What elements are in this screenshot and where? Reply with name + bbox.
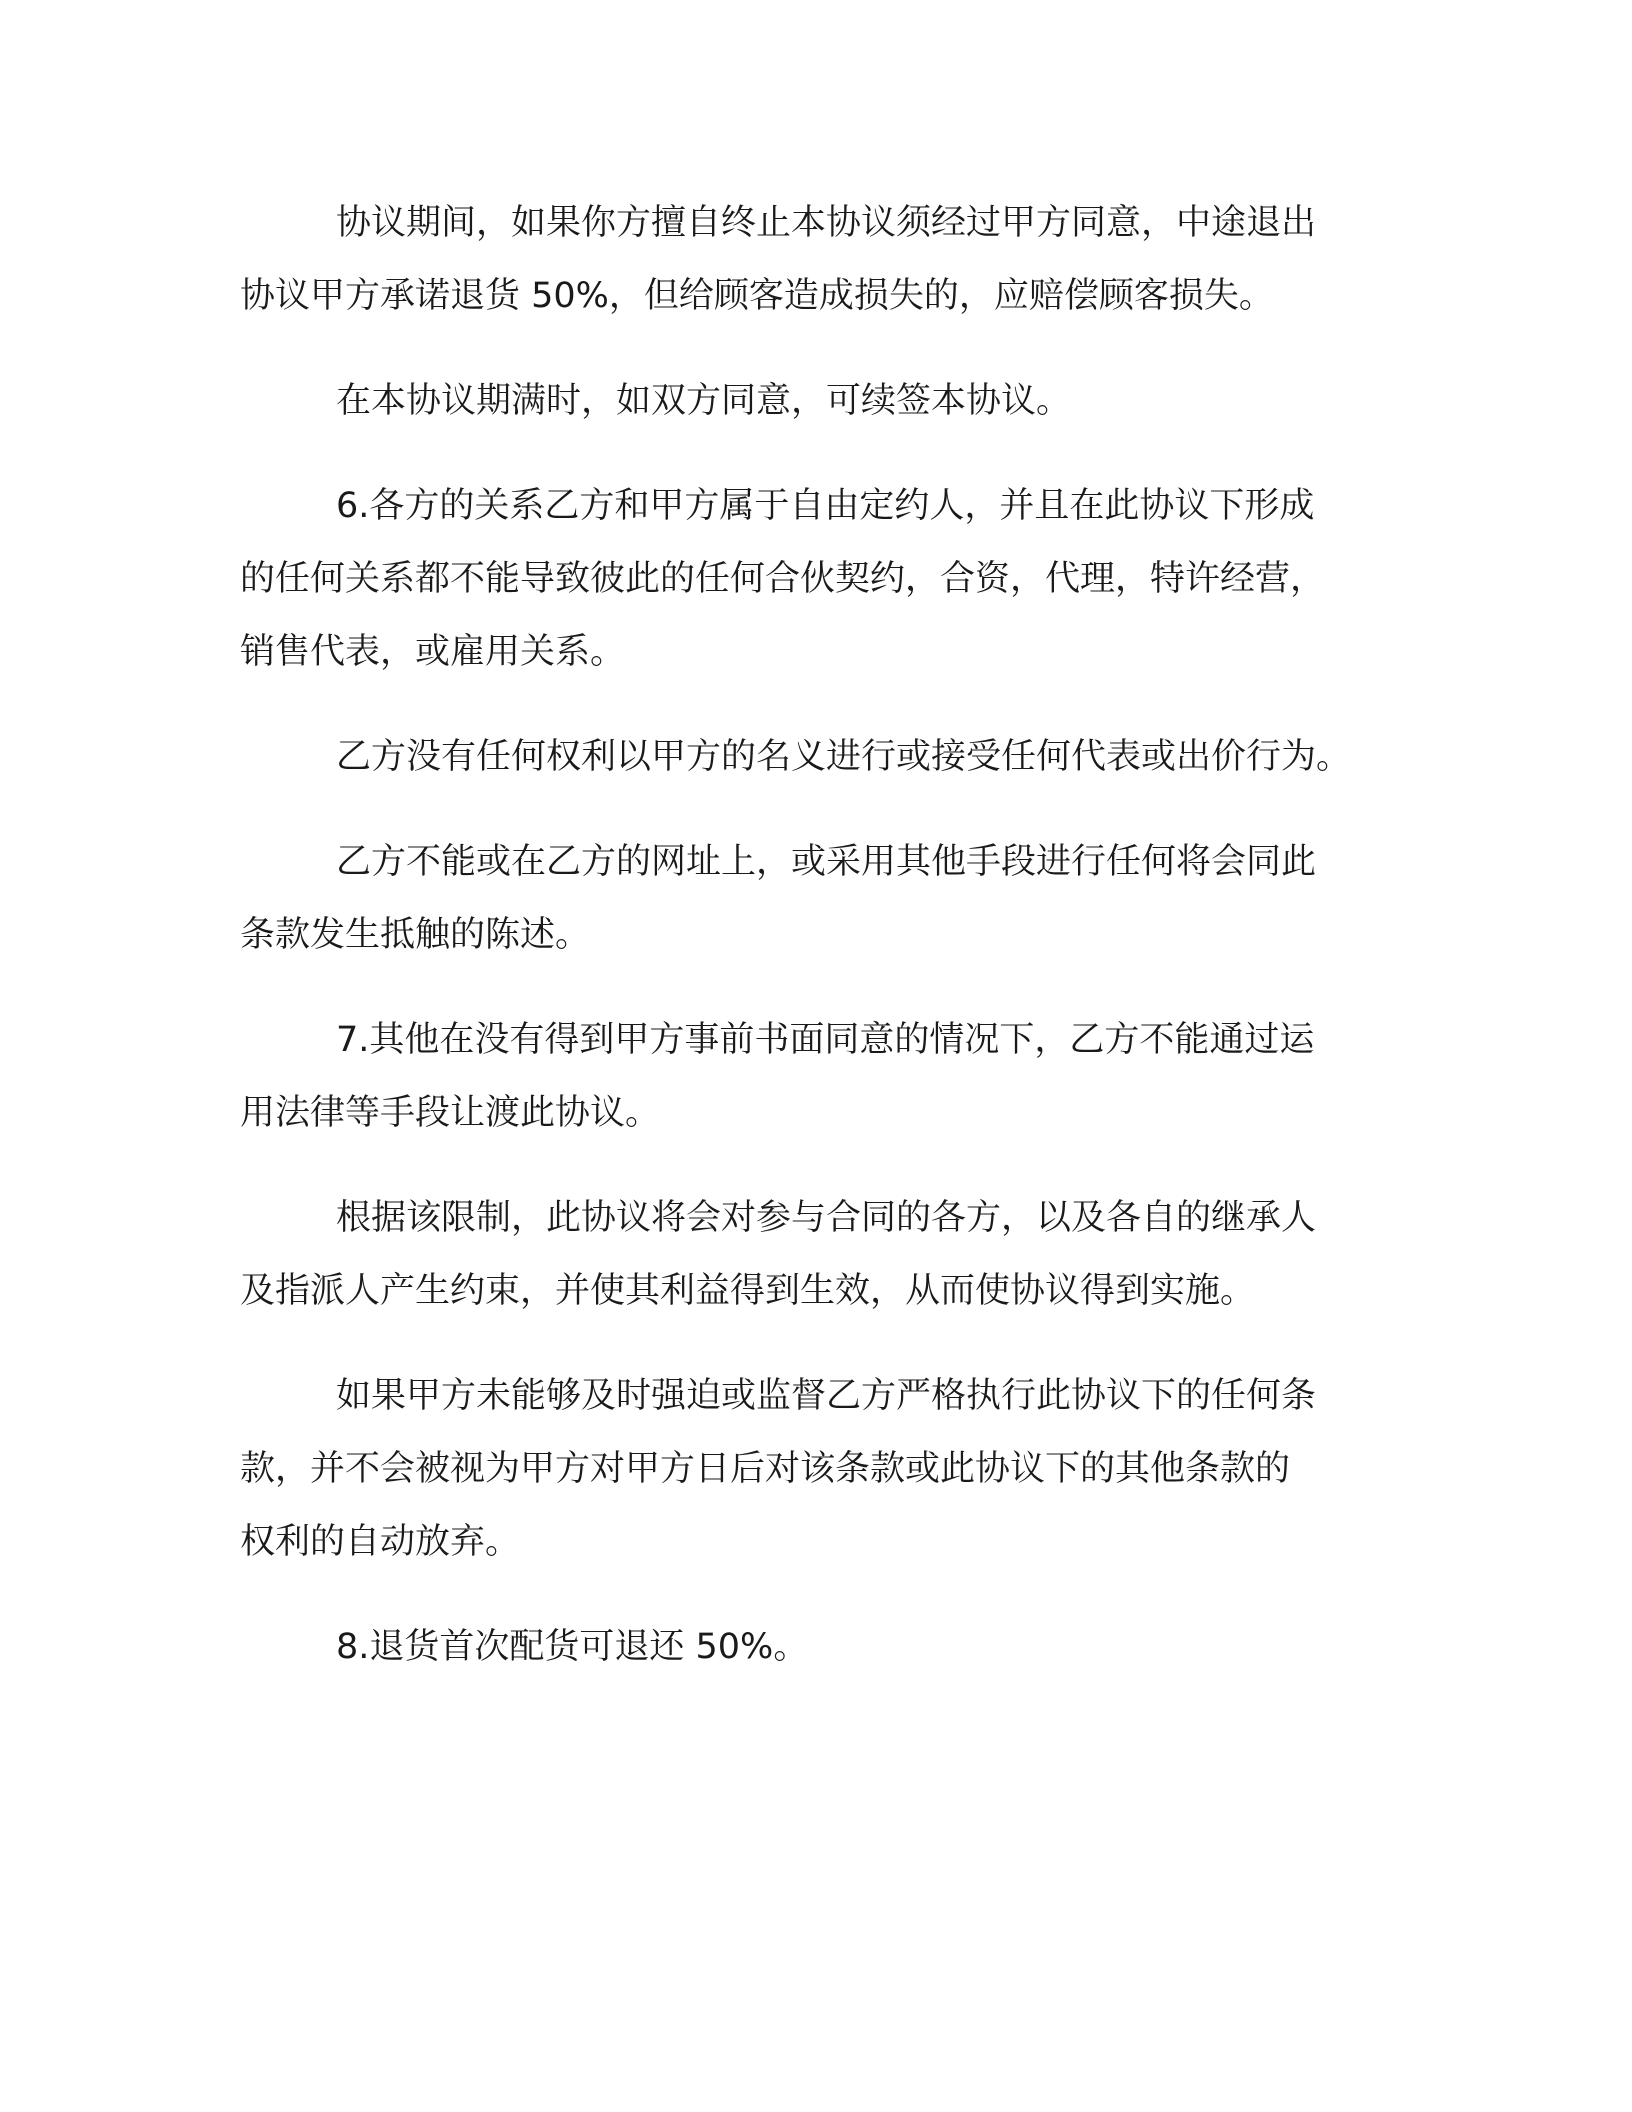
paragraph-line: 如果甲方未能够及时强迫或监督乙方严格执行此协议下的任何条 <box>336 1376 1317 1416</box>
paragraph-line: 协议期间，如果你方擅自终止本协议须经过甲方同意，中途退出 <box>336 203 1317 243</box>
paragraph-line: 根据该限制，此协议将会对参与合同的各方，以及各自的继承人 <box>336 1198 1317 1238</box>
paragraph-line: 及指派人产生约束，并使其利益得到生效，从而使协议得到实施。 <box>240 1271 1256 1311</box>
paragraph-section-8 <box>240 1611 1400 1684</box>
paragraph-line: 7.其他在没有得到甲方事前书面同意的情况下，乙方不能通过运 <box>336 1020 1315 1060</box>
paragraph-line: 权利的自动放弃。 <box>240 1522 521 1562</box>
paragraph-no-authority <box>240 721 1400 794</box>
paragraph-line: 用法律等手段让渡此协议。 <box>240 1093 661 1133</box>
paragraph-line: 的任何关系都不能导致彼此的任何合伙契约，合资，代理，特许经营， <box>240 559 1326 599</box>
paragraph-no-conflict <box>240 826 1400 972</box>
paragraph-line: 8.退货首次配货可退还 50%。 <box>336 1627 809 1667</box>
document-body <box>240 187 1400 1716</box>
paragraph-line: 销售代表，或雇用关系。 <box>240 632 626 672</box>
paragraph-binding <box>240 1182 1400 1328</box>
paragraph-section-7 <box>240 1004 1400 1150</box>
paragraph-line: 条款发生抵触的陈述。 <box>240 915 591 955</box>
paragraph-termination <box>240 187 1400 333</box>
paragraph-section-6 <box>240 470 1400 689</box>
paragraph-line: 协议甲方承诺退货 50%，但给顾客造成损失的，应赔偿顾客损失。 <box>240 276 1274 316</box>
paragraph-line: 6.各方的关系乙方和甲方属于自由定约人，并且在此协议下形成 <box>336 486 1315 526</box>
paragraph-line: 乙方不能或在乙方的网址上，或采用其他手段进行任何将会同此 <box>336 842 1317 882</box>
paragraph-line: 款，并不会被视为甲方对甲方日后对该条款或此协议下的其他条款的 <box>240 1449 1291 1489</box>
paragraph-waiver <box>240 1360 1400 1579</box>
paragraph-line: 乙方没有任何权利以甲方的名义进行或接受任何代表或出价行为。 <box>336 737 1352 777</box>
paragraph-renewal <box>240 365 1400 438</box>
paragraph-line: 在本协议期满时，如双方同意，可续签本协议。 <box>336 381 1072 421</box>
